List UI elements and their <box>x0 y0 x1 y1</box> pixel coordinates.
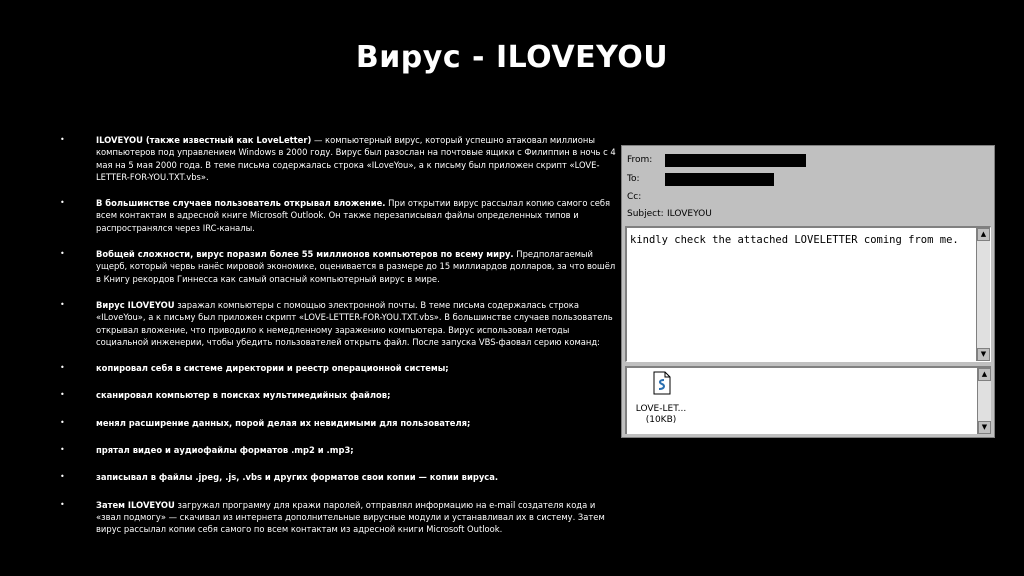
bullet-item <box>60 299 620 348</box>
bullet-marker: • <box>60 198 65 208</box>
scroll-down-icon: ▼ <box>977 348 990 361</box>
bullet-text: При открытии вирус рассылал копию самого себя всем контактам в адресной книге Microsoft Outlook. Он также перезаписывал файлы определенных типов и распространялся через IRC-каналы. <box>96 198 611 233</box>
bullet-item <box>60 248 620 285</box>
bullet-text: загружал программу для кражи паролей, отправлял информацию на e-mail создателя кода и «звал подмогу» — скачивал из интернета дополнительные вирусные модули и устанавливал их в систему. Затем вирус рассылал копии себя самого по всем контактам из адресной книги Microsoft Outlook. <box>96 499 605 535</box>
bullet-marker: • <box>60 249 65 259</box>
bullet-text: Предполагаемый ущерб, который червь нанёс мировой экономике, оценивается в размере до 15 миллиардов долларов, за что вошёл в Книгу рекордов Гиннесса как самый опасный компьютерный вирус в мире. <box>96 249 616 284</box>
body-scrollbar <box>976 228 990 361</box>
bullet-bold: ILOVEYOU (также известный как LoveLetter) <box>96 135 312 145</box>
bullet-item <box>60 362 620 374</box>
bullet-marker: • <box>60 390 65 400</box>
attachment-size: (10KB) <box>645 415 677 425</box>
bullet-bold: сканировал компьютер в поисках мультимедийных файлов; <box>96 390 391 401</box>
bullet-marker: • <box>60 445 65 455</box>
message-text: kindly check the attached LOVELETTER coming from me. <box>630 234 959 246</box>
from-label: From: <box>627 155 653 165</box>
attachment-name: LOVE-LET... <box>635 404 687 414</box>
subject-label: Subject: <box>627 209 664 219</box>
scroll-down-icon: ▼ <box>978 421 991 434</box>
bullet-item <box>60 444 620 456</box>
from-redaction <box>665 154 806 167</box>
bullet-bold: Вобщей сложности, вирус поразил более 55 миллионов компьютеров по всему миру. <box>96 249 514 260</box>
bullet-bold: прятал видео и аудиофайлы форматов .mp2 и .mp3; <box>96 445 354 456</box>
bullet-text: — компьютерный вирус, который успешно атаковал миллионы компьютеров под управлением Windows в 2000 году. Вирус был разослан на почтовые ящики с Филиппин в ночь с 4 мая на 5 мая 2000 года. В теме письма содержалась строка «ILoveYou», а к письму был приложен скрипт «LOVE-LETTER-FOR-YOU.TXT.vbs». <box>96 135 616 182</box>
slide-title: Вирус - ILOVEYOU <box>355 40 669 75</box>
bullet-item <box>60 417 620 429</box>
attachment-scrollbar <box>977 368 991 434</box>
scroll-up-icon: ▲ <box>977 228 990 241</box>
to-redaction <box>665 173 774 186</box>
bullet-marker: • <box>60 363 65 373</box>
bullet-bold: Затем ILOVEYOU <box>96 499 175 510</box>
attachment-label <box>631 404 691 426</box>
bullet-bold: копировал себя в системе директории и реестр операционной системы; <box>96 363 449 374</box>
subject-value: ILOVEYOU <box>667 209 712 219</box>
attachment-pane <box>625 366 991 434</box>
bullet-bold: Вирус ILOVEYOU <box>96 299 175 310</box>
bullet-bold: менял расширение данных, порой делая их невидимыми для пользователя; <box>96 417 471 428</box>
bullet-bold: В большинстве случаев пользователь открывал вложение. <box>96 198 386 209</box>
scroll-up-icon: ▲ <box>978 368 991 381</box>
message-body <box>625 226 991 362</box>
bullet-item <box>60 471 620 483</box>
bullet-item <box>60 197 620 234</box>
cc-label: Cc: <box>627 192 642 202</box>
bullet-list <box>60 134 620 536</box>
bullet-item <box>60 134 620 183</box>
bullet-item <box>60 389 620 401</box>
bullet-marker: • <box>60 135 65 144</box>
bullet-marker: • <box>60 417 65 427</box>
script-file-icon <box>653 371 671 395</box>
bullet-marker: • <box>60 499 65 509</box>
bullet-text: заражал компьютеры с помощью электронной почты. В теме письма содержалась строка «ILoveYou», а к письму был приложен скрипт «LOVE-LETTER-FOR-YOU.TXT.vbs». В большинстве случаев пользователь открывал вложение, что приводило к немедленному заражению компьютера. Вирус использовал методы социальной инженерии, чтобы убедить пользователей открыть файл. После запуска VBS-фаовал серию команд: <box>96 299 613 347</box>
bullet-item <box>60 499 620 536</box>
bullet-bold: записывал в файлы .jpeg, .js, .vbs и других форматов свои копии — копии вируса. <box>96 472 499 483</box>
bullet-marker: • <box>60 472 65 482</box>
bullet-marker: • <box>60 299 65 309</box>
email-window-screenshot <box>621 145 995 438</box>
to-label: To: <box>627 174 640 184</box>
